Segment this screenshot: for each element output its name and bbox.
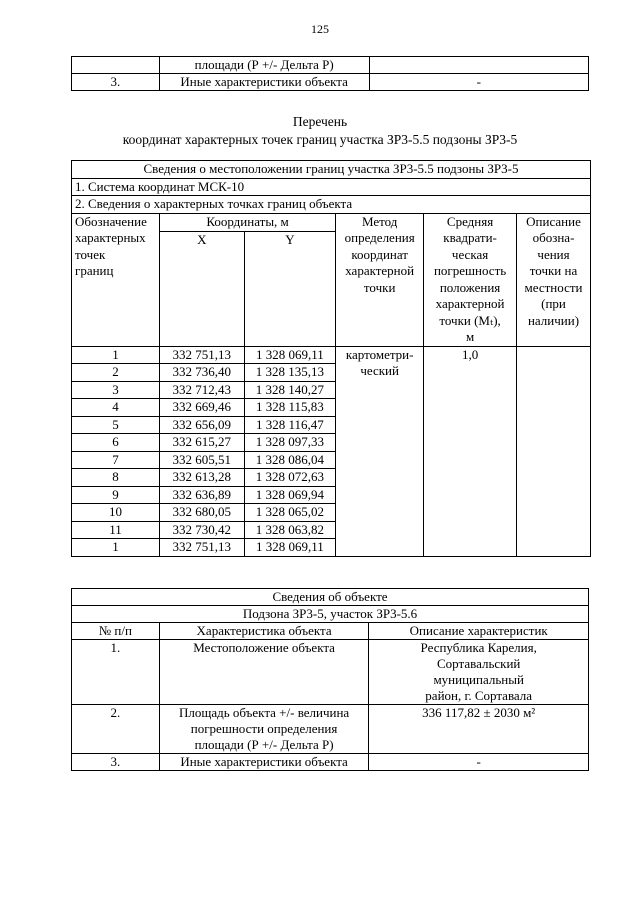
point-id: 6 bbox=[72, 434, 160, 452]
header-error: Средняя квадрати- ческая погрешность положения характерной точки (Mₜ), м bbox=[424, 213, 517, 346]
coord-x: 332 751,13 bbox=[159, 346, 244, 364]
row-num bbox=[72, 57, 160, 74]
table-row bbox=[72, 754, 589, 771]
point-id: 11 bbox=[72, 521, 160, 539]
header-num: № п/п bbox=[72, 623, 160, 640]
coord-y: 1 328 063,82 bbox=[244, 521, 336, 539]
coord-y: 1 328 069,11 bbox=[244, 346, 336, 364]
point-id: 1 bbox=[72, 539, 160, 557]
coord-y: 1 328 069,11 bbox=[244, 539, 336, 557]
coord-y: 1 328 116,47 bbox=[244, 416, 336, 434]
coord-y: 1 328 086,04 bbox=[244, 451, 336, 469]
row-num: 3. bbox=[72, 754, 160, 771]
header-point: Обозначение характерных точек границ bbox=[72, 213, 160, 346]
coord-y: 1 328 140,27 bbox=[244, 381, 336, 399]
point-id: 8 bbox=[72, 469, 160, 487]
heading-line-1: Перечень bbox=[292, 114, 348, 129]
coord-y: 1 328 069,94 bbox=[244, 486, 336, 504]
coord-x: 332 730,42 bbox=[159, 521, 244, 539]
description-value bbox=[517, 346, 591, 556]
top-continuation-table bbox=[71, 56, 589, 91]
table-row bbox=[72, 640, 589, 705]
list-heading bbox=[0, 113, 640, 149]
header-characteristic: Характеристика объекта bbox=[159, 623, 369, 640]
point-id: 7 bbox=[72, 451, 160, 469]
coord-x: 332 736,40 bbox=[159, 364, 244, 382]
object-table-subtitle: Подзона ЗР3-5, участок ЗР3-5.6 bbox=[72, 606, 589, 623]
coord-x: 332 656,09 bbox=[159, 416, 244, 434]
coord-x: 332 613,28 bbox=[159, 469, 244, 487]
row-num: 1. bbox=[72, 640, 160, 705]
header-description: Описание характеристик bbox=[369, 623, 589, 640]
row-description: Республика Карелия, Сортавальский муниципальный район, г. Сортавала bbox=[369, 640, 589, 705]
row-num: 3. bbox=[72, 74, 160, 91]
point-id: 5 bbox=[72, 416, 160, 434]
point-id: 3 bbox=[72, 381, 160, 399]
coord-y: 1 328 135,13 bbox=[244, 364, 336, 382]
point-id: 2 bbox=[72, 364, 160, 382]
header-description: Описание обозна- чения точки на местности (при наличии) bbox=[517, 213, 591, 346]
coord-x: 332 712,43 bbox=[159, 381, 244, 399]
coords-section-1: 1. Система координат МСК-10 bbox=[72, 178, 591, 196]
header-y: Y bbox=[244, 231, 336, 346]
coord-x: 332 751,13 bbox=[159, 539, 244, 557]
object-table-title: Сведения об объекте bbox=[72, 589, 589, 606]
coord-x: 332 669,46 bbox=[159, 399, 244, 417]
coord-y: 1 328 072,63 bbox=[244, 469, 336, 487]
row-description bbox=[369, 57, 588, 74]
row-characteristic: Площадь объекта +/- величина погрешности определения площади (Р +/- Дельта Р) bbox=[159, 705, 369, 754]
row-characteristic: Иные характеристики объекта bbox=[159, 754, 369, 771]
error-value: 1,0 bbox=[424, 346, 517, 556]
object-info-table bbox=[71, 588, 589, 771]
coords-table-title: Сведения о местоположении границ участка ЗР3-5.5 подзоны ЗР3-5 bbox=[72, 161, 591, 179]
point-id: 1 bbox=[72, 346, 160, 364]
row-description: 336 117,82 ± 2030 м² bbox=[369, 705, 589, 754]
header-coords: Координаты, м bbox=[159, 213, 335, 231]
coords-section-2: 2. Сведения о характерных точках границ объекта bbox=[72, 196, 591, 214]
row-description: - bbox=[369, 754, 589, 771]
row-characteristic: Иные характеристики объекта bbox=[159, 74, 369, 91]
point-id: 9 bbox=[72, 486, 160, 504]
coord-y: 1 328 065,02 bbox=[244, 504, 336, 522]
table-row bbox=[72, 346, 591, 364]
coord-y: 1 328 097,33 bbox=[244, 434, 336, 452]
row-description: - bbox=[369, 74, 588, 91]
coord-x: 332 605,51 bbox=[159, 451, 244, 469]
row-characteristic: Местоположение объекта bbox=[159, 640, 369, 705]
header-method: Метод определения координат характерной точки bbox=[336, 213, 424, 346]
coord-x: 332 636,89 bbox=[159, 486, 244, 504]
table-row bbox=[72, 705, 589, 754]
table-row bbox=[72, 57, 589, 74]
heading-line-2: координат характерных точек границ участка ЗР3-5.5 подзоны ЗР3-5 bbox=[122, 132, 518, 147]
row-characteristic: площади (Р +/- Дельта Р) bbox=[159, 57, 369, 74]
coord-y: 1 328 115,83 bbox=[244, 399, 336, 417]
table-row bbox=[72, 74, 589, 91]
header-x: X bbox=[159, 231, 244, 346]
method-value: картометри- ческий bbox=[336, 346, 424, 556]
row-num: 2. bbox=[72, 705, 160, 754]
coord-x: 332 680,05 bbox=[159, 504, 244, 522]
page-number: 125 bbox=[311, 22, 329, 36]
point-id: 4 bbox=[72, 399, 160, 417]
coord-x: 332 615,27 bbox=[159, 434, 244, 452]
point-id: 10 bbox=[72, 504, 160, 522]
coordinates-table bbox=[71, 160, 591, 557]
